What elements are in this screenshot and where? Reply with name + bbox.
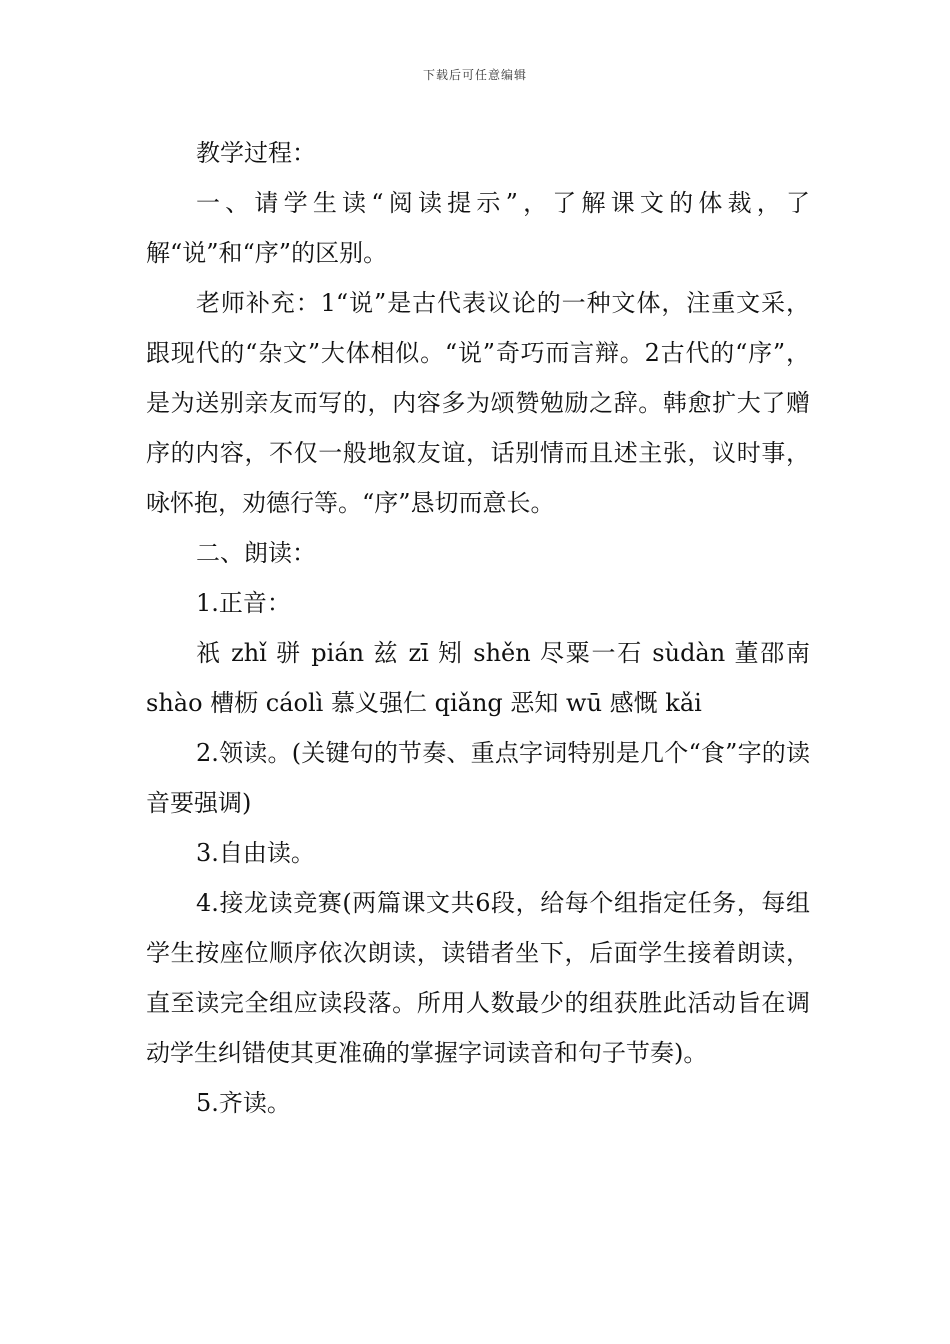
paragraph-teacher-note: 老师补充：1“说”是古代表议论的一种文体，注重文采，跟现代的“杂文”大体相似。“说”奇巧而言辩。2古代的“序”，是为送别亲友而写的，内容多为颂赞勉励之辞。韩愈扩大了赠序的内容，不仅一般地叙友谊，话别情而且述主张，议时事，咏怀抱，劝德行等。“序”恳切而意长。 (146, 289, 810, 517)
document-body (146, 128, 810, 1128)
paragraph-relay-reading: 4.接龙读竞赛(两篇课文共6段，给每个组指定任务，每组学生按座位顺序依次朗读，读错者坐下，后面学生接着朗读，直至读完全组应读段落。所用人数最少的组获胜此活动旨在调动学生纠错使其更准确的掌握字词读音和句子节奏)。 (146, 889, 810, 1067)
paragraph-choral-reading: 5.齐读。 (196, 1089, 291, 1117)
paragraph-step-two: 二、朗读： (196, 539, 316, 567)
paragraph-guided-reading: 2.领读。(关键句的节奏、重点字词特别是几个“食”字的读音要强调) (146, 739, 810, 817)
paragraph-step-one: 一、请学生读“阅读提示”，了解课文的体裁，了解“说”和“序”的区别。 (146, 189, 810, 267)
paragraph-teaching-process: 教学过程： (196, 139, 316, 167)
page-header-note: 下载后可任意编辑 (422, 68, 527, 82)
paragraph-pronunciation-list: 祇 zhǐ 骈 pián 兹 zī 矧 shěn 尽粟一石 sùdàn 董邵南 shào 槽枥 cáolì 慕义强仁 qiǎng 恶知 wū 感慨 kǎi (146, 639, 810, 717)
paragraph-pronunciation-title: 1.正音： (196, 589, 291, 617)
paragraph-free-reading: 3.自由读。 (196, 839, 315, 867)
